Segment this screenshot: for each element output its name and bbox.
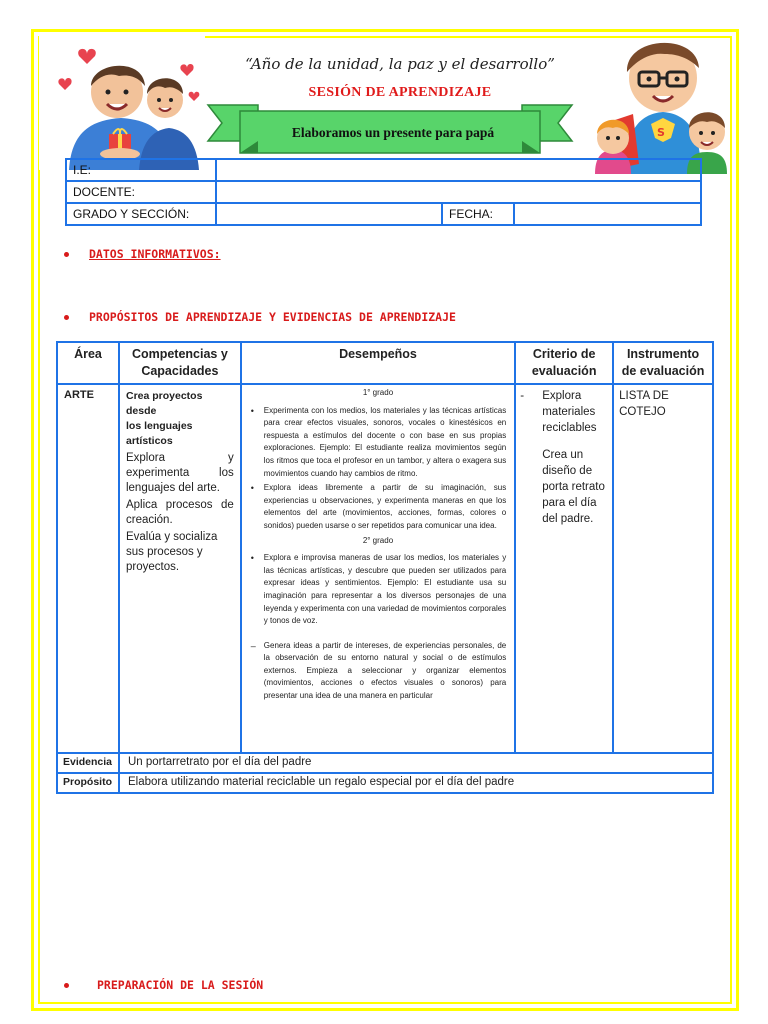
capacidad-item: Aplica procesos de creación. — [125, 499, 234, 526]
section-datos-label: DATOS INFORMATIVOS: — [89, 247, 221, 261]
header-competencias: Competencias y Capacidades — [119, 342, 241, 384]
svg-text:S: S — [657, 126, 665, 139]
session-title: SESIÓN DE APRENDIZAJE — [308, 85, 492, 100]
section-datos — [64, 247, 221, 261]
year-motto: “Año de la unidad, la paz y el desarrollo” — [245, 55, 555, 73]
competencia-title-line-2: los lenguajes artísticos — [125, 420, 193, 447]
competencia-title-line-1: Crea proyectos desde — [125, 390, 203, 417]
info-table — [65, 158, 702, 226]
section-preparacion — [64, 978, 263, 992]
header-criterio: Criterio de evaluación — [515, 342, 613, 384]
grado-value[interactable] — [216, 203, 442, 225]
desempenos-grade-1-list — [250, 405, 506, 533]
proposito-label: Propósito — [57, 773, 119, 793]
fecha-value[interactable] — [514, 203, 701, 225]
capacidad-item: Explora y experimenta los lenguajes del arte. — [125, 452, 234, 494]
evidencia-value: Un portarretrato por el día del padre — [119, 753, 713, 773]
evidencia-label: Evidencia — [57, 753, 119, 773]
bullet-dot-icon — [64, 252, 69, 257]
criterio-text: Explora materiales reciclables — [542, 390, 597, 434]
desempeno-item: • Experimenta con los medios, los materiales y las técnicas artísticas para crear efectos visuales, sonoros, vocales o kinestésicos en respuesta a estímulos del docente o con base en sus propias exploraciones. Ejemplo: El estudiante realiza movimientos según los ritmos que toca el profesor en un tambor, y altera o exagera sus movimientos cuando hay cambios de ritmo. — [250, 405, 506, 481]
capacidad-item: Evalúa y socializa sus procesos y proyectos. — [125, 531, 218, 573]
superhero-dad-kids-illustration — [585, 28, 735, 174]
learning-purposes-table — [56, 341, 714, 794]
ie-label: I.E: — [66, 159, 216, 181]
criterio-text: Crea un diseño de porta retrato para el día del padre. — [542, 449, 605, 525]
criterios-cell — [515, 384, 613, 753]
section-propositos — [64, 310, 456, 324]
competencias-cell — [119, 384, 241, 753]
proposito-value: Elabora utilizando material reciclable un regalo especial por el día del padre — [119, 773, 713, 793]
desempenos-grade-2-list — [250, 552, 506, 703]
desempeno-item: – Genera ideas a partir de intereses, de experiencias personales, de la observación de su entorno natural y social o de estímulos externos. Empieza a seleccionar y organizar elementos (movimientos, acciones o efectos visuales o sonoros) para presentar una idea de una manera en particular — [250, 640, 506, 703]
header-area: Área — [57, 342, 119, 384]
grado-label: GRADO Y SECCIÓN: — [66, 203, 216, 225]
docente-value[interactable] — [216, 181, 701, 203]
criterio-item — [520, 389, 608, 436]
desempeno-item: • Explora ideas libremente a partir de su imaginación, sus experiencias u observaciones, y experimenta maneras en que los elementos del arte (movimientos, acciones, formas, colores o sonidos) pueden usarse o ser repetidos para comunicar una idea. — [250, 482, 506, 532]
bullet-dot-icon — [64, 315, 69, 320]
competencia-title — [126, 389, 234, 449]
grade-2-label: 2° grado — [362, 535, 394, 545]
ie-value[interactable] — [216, 159, 701, 181]
desempenos-cell — [241, 384, 515, 753]
header-instrumento: Instrumento de evaluación — [613, 342, 713, 384]
desempeno-item: • Explora e improvisa maneras de usar los medios, los materiales y las técnicas artísticas, y descubre que pueden ser utilizados para expresar ideas y sentimientos. Ejemplo: El estudiante usa su imaginación para representar a los diversos personajes de una leyenda y experimenta con una variedad de movimientos corporales y tonos de voz. — [250, 552, 506, 628]
session-banner-title: Elaboramos un presente para papá — [291, 125, 495, 140]
bullet-dot-icon — [64, 983, 69, 988]
instrumento-cell: LISTA DE COTEJO — [613, 384, 713, 753]
grade-1-label: 1° grado — [362, 388, 394, 397]
section-propositos-label: PROPÓSITOS DE APRENDIZAJE Y EVIDENCIAS DE APRENDIZAJE — [89, 310, 456, 324]
father-son-gift-illustration — [39, 34, 205, 170]
criterio-item — [520, 448, 608, 527]
docente-label: DOCENTE: — [66, 181, 216, 203]
fecha-label: FECHA: — [442, 203, 514, 225]
header-desempenos: Desempeños — [241, 342, 515, 384]
section-preparacion-label: PREPARACIÓN DE LA SESIÓN — [97, 978, 264, 992]
area-cell: ARTE — [57, 384, 119, 753]
criterio-marker: - — [520, 390, 525, 402]
